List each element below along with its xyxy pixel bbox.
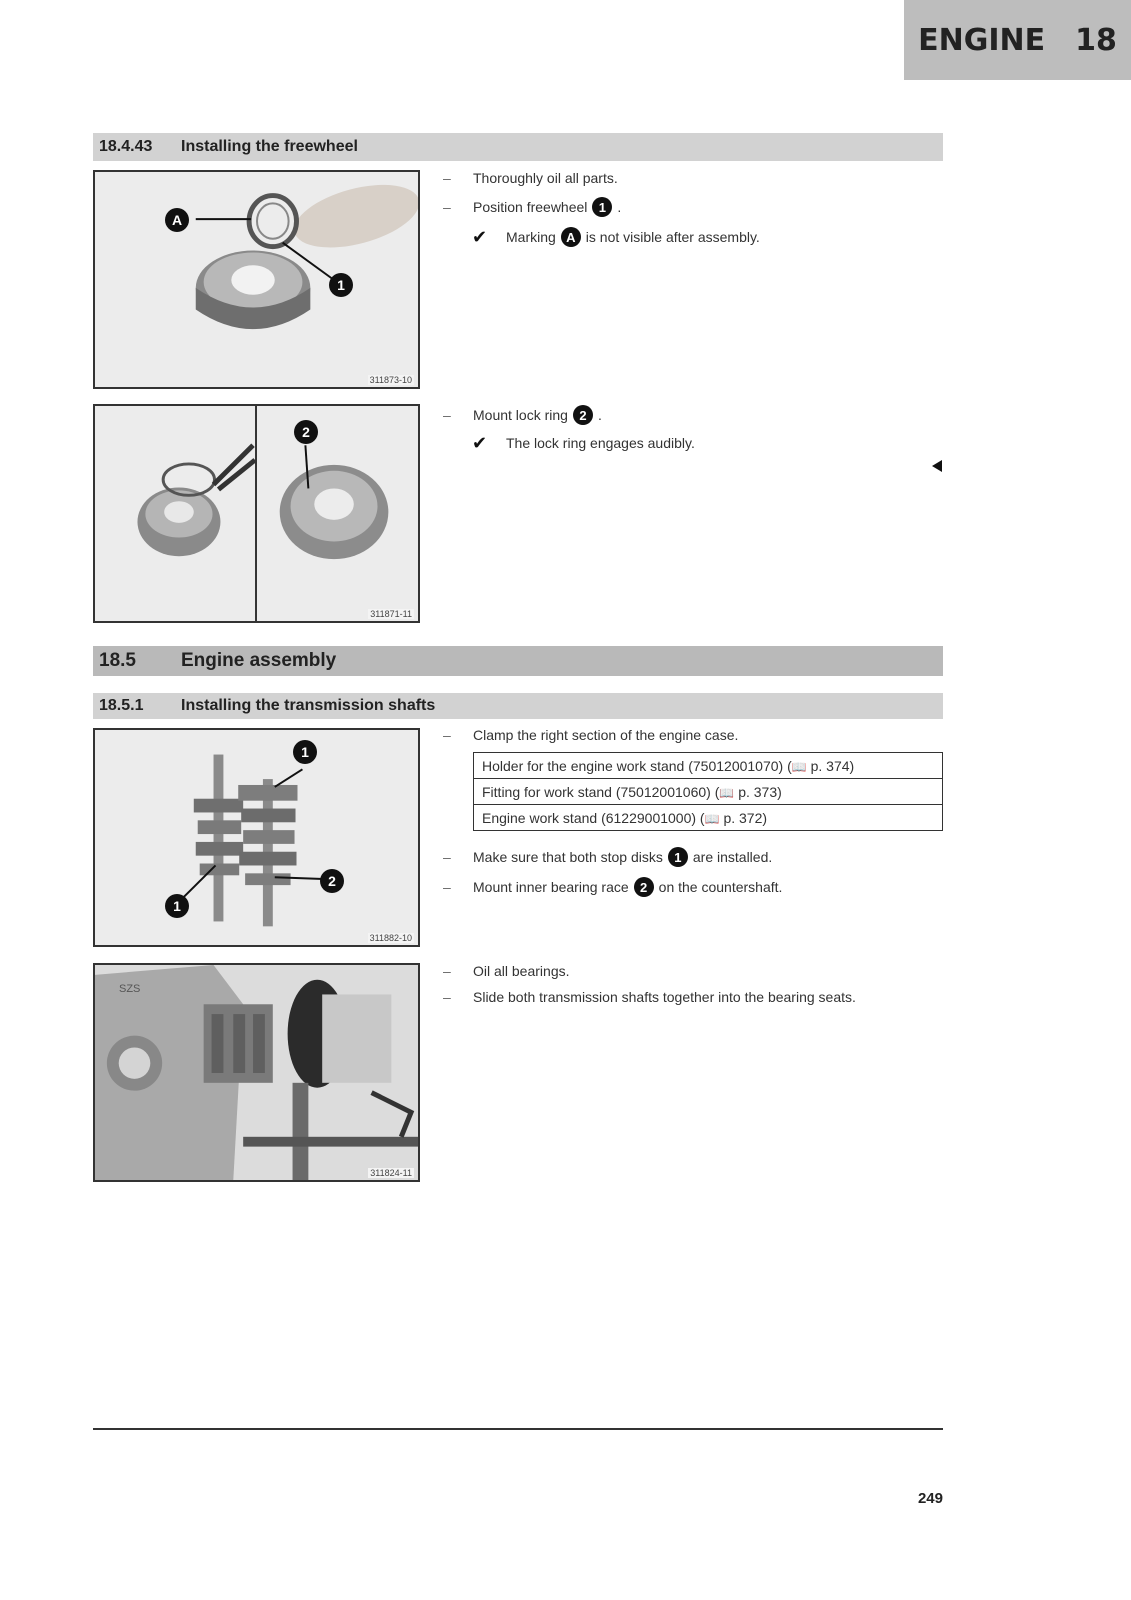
step-clamp-case [443, 724, 738, 746]
chapter-title: ENGINE [918, 22, 1046, 58]
checkmark-icon: ✔ [472, 432, 488, 453]
table-cell [474, 753, 943, 779]
callout-2-badge: 2 [634, 877, 654, 897]
section-heading-transmission-shafts [93, 693, 943, 719]
step-dash: – [443, 963, 451, 979]
figure-transmission-shafts [93, 728, 420, 947]
book-icon: 📖 [791, 759, 807, 774]
section-title: Installing the freewheel [181, 138, 358, 155]
book-icon: 📖 [704, 811, 720, 826]
period: . [597, 407, 602, 423]
step-text-prefix: Mount inner bearing race [473, 879, 629, 895]
step-oil-parts [443, 167, 618, 189]
chapter-tab [904, 0, 1131, 80]
figure-engine-case [93, 963, 420, 1182]
callout-a-badge: A [561, 227, 581, 247]
figure-freewheel-position [93, 170, 420, 389]
section-number: 18.5.1 [99, 697, 144, 714]
section-title: Installing the transmission shafts [181, 697, 436, 714]
step-text: Thoroughly oil all parts. [473, 170, 618, 186]
figure-id: 311824-11 [370, 1168, 412, 1178]
step-inner-bearing-race [443, 876, 782, 898]
step-slide-shafts [443, 986, 856, 1008]
section-title: Engine assembly [181, 650, 337, 671]
figure-lock-ring [93, 404, 420, 623]
result-text-suffix: is not visible after assembly. [585, 229, 760, 245]
callout-1-badge: 1 [329, 273, 353, 297]
figure-id: 311882-10 [369, 933, 412, 943]
engine-case-photo [95, 965, 418, 1180]
table-cell [474, 805, 943, 831]
page-number: 249 [917, 1490, 943, 1507]
step-dash: – [443, 879, 451, 895]
result-lock-ring [472, 432, 695, 454]
end-of-section-marker-icon [932, 460, 942, 472]
lock-ring-photo [95, 406, 418, 621]
step-text: Position freewheel [473, 199, 588, 215]
step-text-suffix: on the countershaft. [658, 879, 783, 895]
tool-name: Holder for the engine work stand (75012001070) ( [482, 757, 792, 774]
step-dash: – [443, 727, 451, 743]
step-text-prefix: Make sure that both stop disks [473, 849, 663, 865]
step-dash: – [443, 989, 451, 1005]
book-icon: 📖 [719, 785, 735, 800]
tool-page-ref: p. 374) [810, 757, 855, 774]
step-text: Oil all bearings. [473, 963, 570, 979]
result-marking [472, 226, 760, 248]
footer-divider [93, 1428, 943, 1430]
step-position-freewheel [443, 196, 621, 218]
callout-2-badge: 2 [294, 420, 318, 444]
tool-page-ref: p. 372) [723, 809, 768, 826]
step-text: Clamp the right section of the engine case. [473, 727, 739, 743]
result-text: The lock ring engages audibly. [506, 435, 695, 451]
step-dash: – [443, 849, 451, 865]
tool-name: Fitting for work stand (75012001060) ( [482, 783, 720, 800]
step-text: Mount lock ring [473, 407, 568, 423]
table-cell [474, 779, 943, 805]
step-text-suffix: are installed. [692, 849, 773, 865]
chapter-number: 18 [1075, 22, 1117, 58]
section-number: 18.5 [99, 650, 136, 671]
checkmark-icon: ✔ [472, 226, 488, 247]
table-row [474, 779, 943, 805]
callout-1-badge: 1 [165, 894, 189, 918]
callout-a-badge: A [165, 208, 189, 232]
callout-1-badge: 1 [668, 847, 688, 867]
special-tools-table [473, 752, 943, 831]
callout-1-badge: 1 [592, 197, 612, 217]
step-dash: – [443, 407, 451, 423]
result-text-prefix: Marking [506, 229, 556, 245]
freewheel-photo [95, 172, 418, 387]
section-heading-engine-assembly [93, 646, 943, 676]
figure-id: 311871-11 [370, 609, 412, 619]
step-dash: – [443, 199, 451, 215]
table-row [474, 753, 943, 779]
step-text: Slide both transmission shafts together into the bearing seats. [473, 989, 856, 1005]
figure-id: 311873-10 [369, 375, 412, 385]
case-marking-text: SZS [119, 983, 141, 995]
tool-name: Engine work stand (61229001000) ( [482, 809, 705, 826]
step-mount-lock-ring [443, 404, 602, 426]
callout-2-badge: 2 [573, 405, 593, 425]
step-dash: – [443, 170, 451, 186]
section-heading-freewheel [93, 133, 943, 161]
step-stop-disks [443, 846, 772, 868]
transmission-shafts-photo [95, 730, 418, 945]
table-row [474, 805, 943, 831]
period: . [617, 199, 622, 215]
section-number: 18.4.43 [99, 138, 153, 155]
callout-1-badge: 1 [293, 740, 317, 764]
callout-2-badge: 2 [320, 869, 344, 893]
tool-page-ref: p. 373) [738, 783, 782, 800]
step-oil-bearings [443, 960, 570, 982]
